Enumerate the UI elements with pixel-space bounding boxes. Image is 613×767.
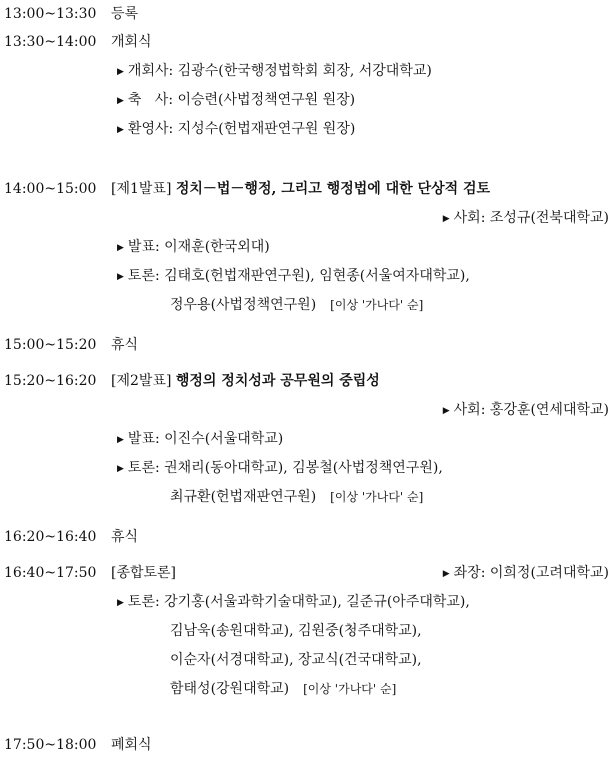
bullet-icon: ▶ — [117, 243, 124, 253]
bullet-icon: ▶ — [117, 435, 124, 445]
time-6: 16:20~16:40 — [4, 529, 97, 545]
time-5: 15:20~16:20 — [4, 373, 97, 389]
bullet-icon: ▶ — [442, 214, 450, 224]
bullet-icon: ▶ — [117, 67, 124, 77]
label-break-2: 휴식 — [111, 529, 139, 545]
session-1-discussants-cont: 정우용(사법정책연구원) [이상 '가나다' 순] — [170, 297, 424, 313]
label-registration: 등록 — [111, 6, 139, 22]
bullet-icon: ▶ — [117, 125, 124, 135]
session-1-discussants: ▶ 토론: 김태호(헌법재판연구원), 임현종(서울여자대학교), — [117, 268, 470, 284]
general-discussion-moderator: ▶ 좌장: 이희정(고려대학교) — [442, 565, 609, 581]
session-1-heading: [제1발표] 정치－법－행정, 그리고 행정법에 대한 단상적 검토 — [111, 181, 491, 197]
time-2: 13:30~14:00 — [4, 34, 97, 50]
order-note: [이상 '가나다' 순] — [303, 682, 397, 696]
time-7: 16:40~17:50 — [4, 565, 97, 581]
time-3: 14:00~15:00 — [4, 181, 97, 197]
list-item: ▶ 환영사: 지성수(헌법재판연구원 원장) — [117, 121, 356, 137]
label-closing: 폐회식 — [111, 737, 152, 753]
session-1-chair: ▶ 사회: 조성규(전북대학교) — [442, 210, 609, 226]
session-2-chair: ▶ 사회: 홍강훈(연세대학교) — [442, 402, 609, 418]
session-2-title: 행정의 정치성과 공무원의 중립성 — [175, 373, 380, 389]
session-2-discussants: ▶ 토론: 권채리(동아대학교), 김봉철(사법정책연구원), — [117, 460, 443, 476]
list-item: ▶ 개회사: 김광수(한국행정법학회 회장, 서강대학교) — [117, 63, 432, 79]
bullet-icon: ▶ — [117, 464, 124, 474]
time-1: 13:00~13:30 — [4, 6, 97, 22]
general-discussants-cont-1: 김남욱(송원대학교), 김원중(청주대학교), — [170, 623, 422, 639]
bullet-icon: ▶ — [117, 96, 124, 106]
label-general-discussion: [종합토론] — [111, 565, 177, 581]
list-item: ▶ 축 사: 이승련(사법정책연구원 원장) — [117, 92, 356, 108]
label-break-1: 휴식 — [111, 337, 139, 353]
session-2-discussants-cont: 최규환(헌법재판연구원) [이상 '가나다' 순] — [170, 489, 424, 505]
general-discussants: ▶ 토론: 강기홍(서울과학기술대학교), 길준규(아주대학교), — [117, 594, 470, 610]
session-2-heading: [제2발표] 행정의 정치성과 공무원의 중립성 — [111, 373, 380, 389]
time-4: 15:00~15:20 — [4, 337, 97, 353]
general-discussants-cont-3: 함태성(강원대학교) [이상 '가나다' 순] — [170, 681, 397, 697]
time-8: 17:50~18:00 — [4, 737, 97, 753]
bullet-icon: ▶ — [117, 272, 124, 282]
session-1-title: 정치－법－행정, 그리고 행정법에 대한 단상적 검토 — [175, 181, 491, 197]
session-2-presenter: ▶ 발표: 이진수(서울대학교) — [117, 431, 284, 447]
order-note: [이상 '가나다' 순] — [330, 298, 424, 312]
order-note: [이상 '가나다' 순] — [330, 490, 424, 504]
general-discussants-cont-2: 이순자(서경대학교), 장교식(건국대학교), — [170, 652, 422, 668]
bullet-icon: ▶ — [117, 598, 124, 608]
bullet-icon: ▶ — [442, 406, 450, 416]
bullet-icon: ▶ — [442, 569, 450, 579]
session-1-presenter: ▶ 발표: 이재훈(한국외대) — [117, 239, 270, 255]
label-opening: 개회식 — [111, 34, 152, 50]
